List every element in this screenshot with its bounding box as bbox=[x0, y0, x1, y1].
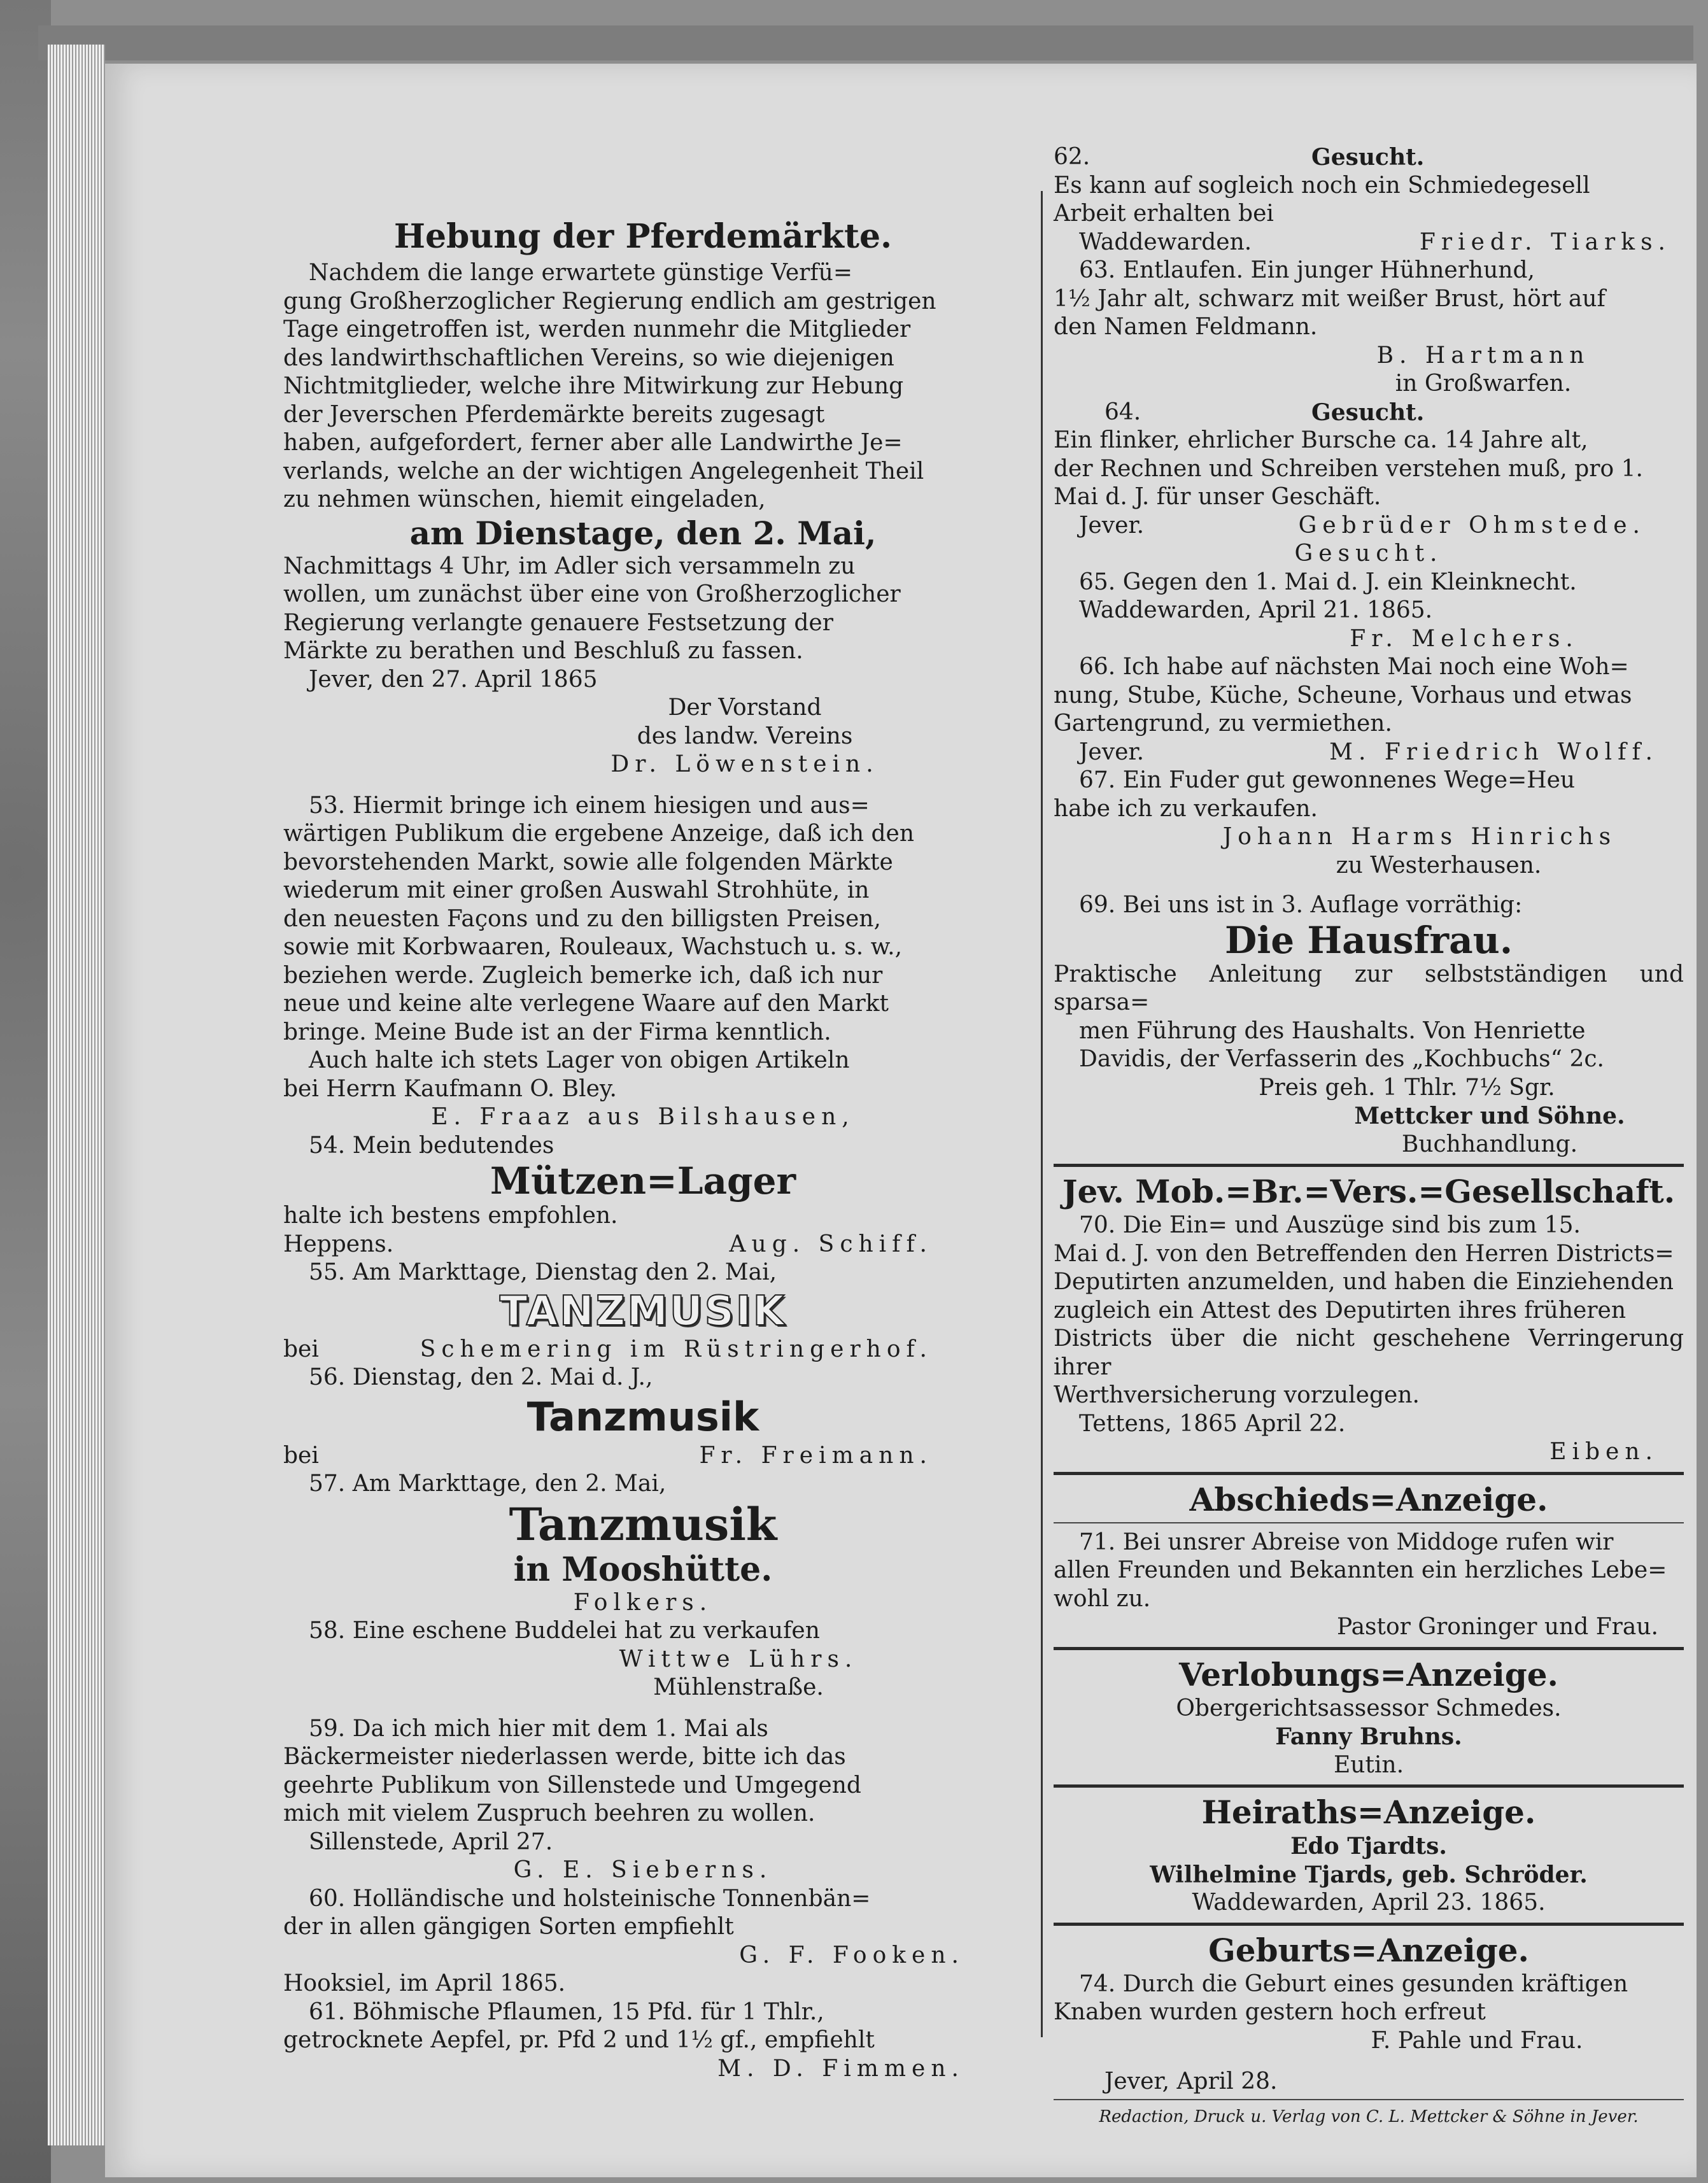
ad60-line: 60. Holländische und holsteinische Tonnenbän= bbox=[309, 1885, 871, 1912]
ad64-line: Mai d. J. für unser Geschäft. bbox=[1054, 484, 1381, 510]
ad56-host: Fr. Freimann. bbox=[699, 1442, 933, 1469]
heirath-line: Wilhelmine Tjards, geb. Schröder. bbox=[1150, 1861, 1588, 1888]
section-rule bbox=[1054, 1522, 1684, 1523]
ad54-line: halte ich bestens empfohlen. bbox=[283, 1203, 618, 1229]
ad60-line: der in allen gängigen Sorten empfiehlt bbox=[283, 1914, 734, 1940]
imprint-footer: Redaction, Druck u. Verlag von C. L. Mettcker & Söhne in Jever. bbox=[1099, 2107, 1639, 2126]
ad62-place: Waddewarden. bbox=[1079, 229, 1252, 255]
ad62-number: 62. bbox=[1054, 144, 1090, 170]
ad63-signature: in Großwarfen. bbox=[1395, 371, 1572, 397]
ad63-line: den Namen Feldmann. bbox=[1054, 314, 1318, 340]
ad59-line: geehrte Publikum von Sillenstede und Umgegend bbox=[283, 1772, 861, 1798]
geburt-line: Knaben wurden gestern hoch erfreut bbox=[1054, 1999, 1486, 2025]
ad67-signature: Johann Harms Hinrichs bbox=[1222, 824, 1617, 850]
geburt-heading: Geburts=Anzeige. bbox=[1208, 1931, 1529, 1969]
right-column bbox=[1054, 143, 1684, 2126]
ad64-line: Ein flinker, ehrlicher Bursche ca. 14 Jahre alt, bbox=[1054, 427, 1588, 453]
ad70-line: Districts über die nicht geschehene Verringerung ihrer bbox=[1054, 1325, 1684, 1380]
book-binding bbox=[0, 0, 51, 2183]
ad71-heading: Abschieds=Anzeige. bbox=[1189, 1480, 1548, 1518]
ad71-line: wohl zu. bbox=[1054, 1585, 1151, 1612]
verlobung-heading: Verlobungs=Anzeige. bbox=[1179, 1655, 1558, 1693]
ad58-signature: Mühlenstraße. bbox=[653, 1674, 824, 1700]
ad53-line: den neuesten Façons und zu den billigsten Preisen, bbox=[283, 905, 881, 932]
ad53-line: bringe. Meine Bude ist an der Firma kenntlich. bbox=[283, 1019, 831, 1045]
ad66-signature-row bbox=[1054, 738, 1684, 767]
section-rule bbox=[1054, 1472, 1684, 1475]
ad54-display: Mützen=Lager bbox=[490, 1159, 796, 1203]
ad61-line: getrocknete Aepfel, pr. Pfd 2 und 1½ gf., empfiehlt bbox=[283, 2027, 875, 2053]
ad56-intro: 56. Dienstag, den 2. Mai d. J., bbox=[309, 1364, 653, 1390]
ad69-signature: Buchhandlung. bbox=[1401, 1131, 1578, 1157]
ad53-line: bei Herrn Kaufmann O. Bley. bbox=[283, 1075, 617, 1102]
ad58-signature: Wittwe Lührs. bbox=[619, 1646, 858, 1672]
ad70-place-date: Tettens, 1865 April 22. bbox=[1079, 1410, 1346, 1437]
ad62-line: Arbeit erhalten bei bbox=[1054, 201, 1274, 227]
section-rule bbox=[1054, 1784, 1684, 1788]
ad58-line: 58. Eine eschene Buddelei hat zu verkaufen bbox=[309, 1618, 820, 1644]
ad62-header-row bbox=[1054, 143, 1684, 172]
ad64-number: 64. bbox=[1105, 399, 1141, 425]
left-column bbox=[283, 213, 1003, 2082]
ad70-line: Werthversicherung vorzulegen. bbox=[1054, 1382, 1420, 1408]
ad55-bei: bei bbox=[283, 1336, 319, 1362]
ad61-signature: M. D. Fimmen. bbox=[717, 2055, 964, 2082]
ad69-line: Davidis, der Verfasserin des „Kochbuchs“ 2c. bbox=[1079, 1046, 1604, 1072]
ad55-display: TANZMUSIK bbox=[499, 1287, 787, 1335]
ad55-host-row bbox=[283, 1336, 1003, 1364]
ad69-display: Die Hausfrau. bbox=[1224, 918, 1513, 962]
ad66-place: Jever. bbox=[1079, 738, 1145, 765]
pferde-line: Nichtmitglieder, welche ihre Mitwirkung zur Hebung bbox=[283, 373, 904, 399]
section-rule bbox=[1054, 1164, 1684, 1167]
pferde-signature: Der Vorstand bbox=[668, 695, 822, 721]
ad71-line: 71. Bei unsrer Abreise von Middoge rufen wir bbox=[1079, 1529, 1614, 1555]
ad64-footer: Gesucht. bbox=[1294, 540, 1443, 567]
ad54-signature-row bbox=[283, 1231, 1003, 1259]
ad69-intro: 69. Bei uns ist in 3. Auflage vorräthig: bbox=[1079, 892, 1523, 918]
column-divider bbox=[1041, 191, 1043, 2037]
pferde-line: Märkte zu berathen und Beschluß zu fassen. bbox=[283, 638, 803, 664]
section-rule bbox=[1054, 1647, 1684, 1650]
ad53-line: sowie mit Korbwaaren, Rouleaux, Wachstuch u. s. w., bbox=[283, 934, 903, 960]
ad56-display: Tanzmusik bbox=[526, 1393, 759, 1440]
ad70-line: Mai d. J. von den Betreffenden den Herren Districts= bbox=[1054, 1240, 1674, 1267]
ad70-signature: Eiben. bbox=[1549, 1439, 1658, 1465]
footer-rule bbox=[1054, 2099, 1684, 2100]
ad57-sub: in Mooshütte. bbox=[513, 1550, 773, 1589]
ad65-line: Waddewarden, April 21. 1865. bbox=[1079, 597, 1433, 623]
ad66-line: 66. Ich habe auf nächsten Mai noch eine Woh= bbox=[1079, 654, 1629, 680]
ad62-signature: Friedr. Tiarks. bbox=[1419, 229, 1671, 255]
pferde-signature: des landw. Vereins bbox=[637, 723, 853, 749]
pferde-line: Nachmittags 4 Uhr, im Adler sich versammeln zu bbox=[283, 553, 856, 579]
ad69-line: men Führung des Haushalts. Von Henriette bbox=[1079, 1017, 1586, 1044]
ad53-signature: E. Fraaz aus Bilshausen, bbox=[431, 1104, 855, 1130]
ad70-line: 70. Die Ein= und Auszüge sind bis zum 15. bbox=[1079, 1212, 1581, 1238]
ad69-line: Preis geh. 1 Thlr. 7½ Sgr. bbox=[1259, 1074, 1555, 1101]
pferde-line: haben, aufgefordert, ferner aber alle Landwirthe Je= bbox=[283, 430, 903, 456]
ad59-signature: G. E. Sieberns. bbox=[513, 1857, 773, 1883]
verlobung-line: Obergerichtsassessor Schmedes. bbox=[1176, 1695, 1562, 1721]
ad53-line: beziehen werde. Zugleich bemerke ich, daß ich nur bbox=[283, 962, 883, 989]
geburt-signature: F. Pahle und Frau. bbox=[1371, 2027, 1583, 2054]
ad54-intro: 54. Mein bedutendes bbox=[309, 1132, 554, 1159]
ad55-host: Schemering im Rüstringerhof. bbox=[420, 1336, 933, 1362]
ad65-signature: Fr. Melchers. bbox=[1350, 625, 1579, 652]
ad60-place-date: Hooksiel, im April 1865. bbox=[283, 1970, 566, 1996]
ad66-line: Gartengrund, zu vermiethen. bbox=[1054, 710, 1392, 737]
ad64-title: Gesucht. bbox=[1311, 399, 1425, 426]
ad67-line: 67. Ein Fuder gut gewonnenes Wege=Heu bbox=[1079, 767, 1576, 793]
ad66-line: nung, Stube, Küche, Scheune, Vorhaus und etwas bbox=[1054, 682, 1632, 709]
ad63-line: 1½ Jahr alt, schwarz mit weißer Brust, hört auf bbox=[1054, 285, 1606, 312]
ad70-line: zugleich ein Attest des Deputirten ihres früheren bbox=[1054, 1297, 1627, 1324]
heirath-line: Waddewarden, April 23. 1865. bbox=[1192, 1890, 1546, 1916]
ad53-line: Auch halte ich stets Lager von obigen Artikeln bbox=[309, 1047, 850, 1073]
ad54-signature: Aug. Schiff. bbox=[729, 1231, 933, 1257]
ad56-host-row bbox=[283, 1442, 1003, 1471]
ad69-signature: Mettcker und Söhne. bbox=[1354, 1103, 1625, 1129]
verlobung-line: Eutin. bbox=[1333, 1751, 1404, 1778]
ad64-signature: Gebrüder Ohmstede. bbox=[1298, 512, 1646, 539]
ad53-line: 53. Hiermit bringe ich einem hiesigen und aus= bbox=[309, 792, 870, 819]
pferde-place-date: Jever, den 27. April 1865 bbox=[309, 666, 598, 693]
ad70-heading: Jev. Mob.=Br.=Vers.=Gesellschaft. bbox=[1062, 1173, 1676, 1210]
ad53-line: wärtigen Publikum die ergebene Anzeige, daß ich den bbox=[283, 821, 915, 847]
ad62-title: Gesucht. bbox=[1311, 144, 1425, 171]
ad56-bei: bei bbox=[283, 1442, 319, 1469]
ad65-line: 65. Gegen den 1. Mai d. J. ein Kleinknecht. bbox=[1079, 569, 1577, 595]
ad67-line: habe ich zu verkaufen. bbox=[1054, 795, 1318, 822]
pferde-line: verlands, welche an der wichtigen Angelegenheit Theil bbox=[283, 458, 924, 484]
pferde-date-line: am Dienstage, den 2. Mai, bbox=[409, 514, 877, 552]
book-page-edges bbox=[48, 45, 105, 2145]
pferde-line: Nachdem die lange erwartete günstige Verfü= bbox=[309, 260, 853, 286]
ad57-display: Tanzmusik bbox=[509, 1497, 777, 1551]
verlobung-line: Fanny Bruhns. bbox=[1275, 1723, 1462, 1750]
heirath-line: Edo Tjardts. bbox=[1290, 1833, 1447, 1860]
ad64-header-row bbox=[1054, 399, 1684, 427]
ad57-signature: Folkers. bbox=[573, 1589, 713, 1616]
ad64-line: der Rechnen und Schreiben verstehen muß, pro 1. bbox=[1054, 455, 1643, 482]
ad63-signature: B. Hartmann bbox=[1376, 342, 1590, 369]
ad60-signature: G. F. Fooken. bbox=[739, 1942, 964, 1968]
ad61-line: 61. Böhmische Pflaumen, 15 Pfd. für 1 Thlr., bbox=[309, 1998, 824, 2025]
ad62-signature-row bbox=[1054, 229, 1684, 257]
ad53-line: bevorstehenden Markt, sowie alle folgenden Märkte bbox=[283, 849, 893, 875]
ad59-line: 59. Da ich mich hier mit dem 1. Mai als bbox=[309, 1715, 768, 1742]
ad62-line: Es kann auf sogleich noch ein Schmiedegesell bbox=[1054, 172, 1590, 199]
ad55-intro: 55. Am Markttage, Dienstag den 2. Mai, bbox=[309, 1259, 777, 1285]
ad71-signature: Pastor Groninger und Frau. bbox=[1336, 1614, 1658, 1640]
ad64-place: Jever. bbox=[1079, 512, 1145, 539]
ad66-signature: M. Friedrich Wolff. bbox=[1329, 738, 1658, 765]
section-rule bbox=[1054, 1923, 1684, 1926]
pferde-line: Regierung verlangte genauere Festsetzung der bbox=[283, 609, 833, 636]
ad59-line: Bäckermeister niederlassen werde, bitte ich das bbox=[283, 1744, 846, 1770]
geburt-line: 74. Durch die Geburt eines gesunden kräftigen bbox=[1079, 1970, 1628, 1997]
pferde-line: Tage eingetroffen ist, werden nunmehr die Mitglieder bbox=[283, 316, 911, 343]
book-top-edge bbox=[38, 25, 1693, 60]
ad70-line: Deputirten anzumelden, und haben die Einziehenden bbox=[1054, 1269, 1674, 1295]
ad53-line: wiederum mit einer großen Auswahl Strohhüte, in bbox=[283, 877, 870, 903]
pferde-line: zu nehmen wünschen, hiemit eingeladen, bbox=[283, 486, 766, 512]
ad64-signature-row bbox=[1054, 512, 1684, 540]
geburt-place-date: Jever, April 28. bbox=[1105, 2068, 1278, 2095]
heirath-heading: Heiraths=Anzeige. bbox=[1201, 1793, 1536, 1831]
ad59-place-date: Sillenstede, April 27. bbox=[309, 1828, 553, 1855]
ad54-place: Heppens. bbox=[283, 1231, 394, 1257]
ad57-intro: 57. Am Markttage, den 2. Mai, bbox=[309, 1471, 667, 1497]
pferde-title: Hebung der Pferdemärkte. bbox=[393, 217, 893, 256]
ad71-line: allen Freunden und Bekannten ein herzliches Lebe= bbox=[1054, 1557, 1667, 1583]
pferde-line: des landwirthschaftlichen Vereins, so wie diejenigen bbox=[283, 344, 894, 371]
pferde-line: wollen, um zunächst über eine von Großherzoglicher bbox=[283, 581, 901, 607]
pferde-line: der Jeverschen Pferdemärkte bereits zugesagt bbox=[283, 401, 825, 428]
ad63-line: 63. Entlaufen. Ein junger Hühnerhund, bbox=[1079, 257, 1535, 283]
pferde-signature: Dr. Löwenstein. bbox=[611, 751, 879, 777]
ad59-line: mich mit vielem Zuspruch beehren zu wollen. bbox=[283, 1800, 815, 1826]
ad53-line: neue und keine alte verlegene Waare auf den Markt bbox=[283, 991, 889, 1017]
ad69-line: Praktische Anleitung zur selbstständigen und sparsa= bbox=[1054, 961, 1684, 1015]
pferde-line: gung Großherzoglicher Regierung endlich am gestrigen bbox=[283, 288, 936, 314]
ad67-signature: zu Westerhausen. bbox=[1336, 852, 1542, 879]
